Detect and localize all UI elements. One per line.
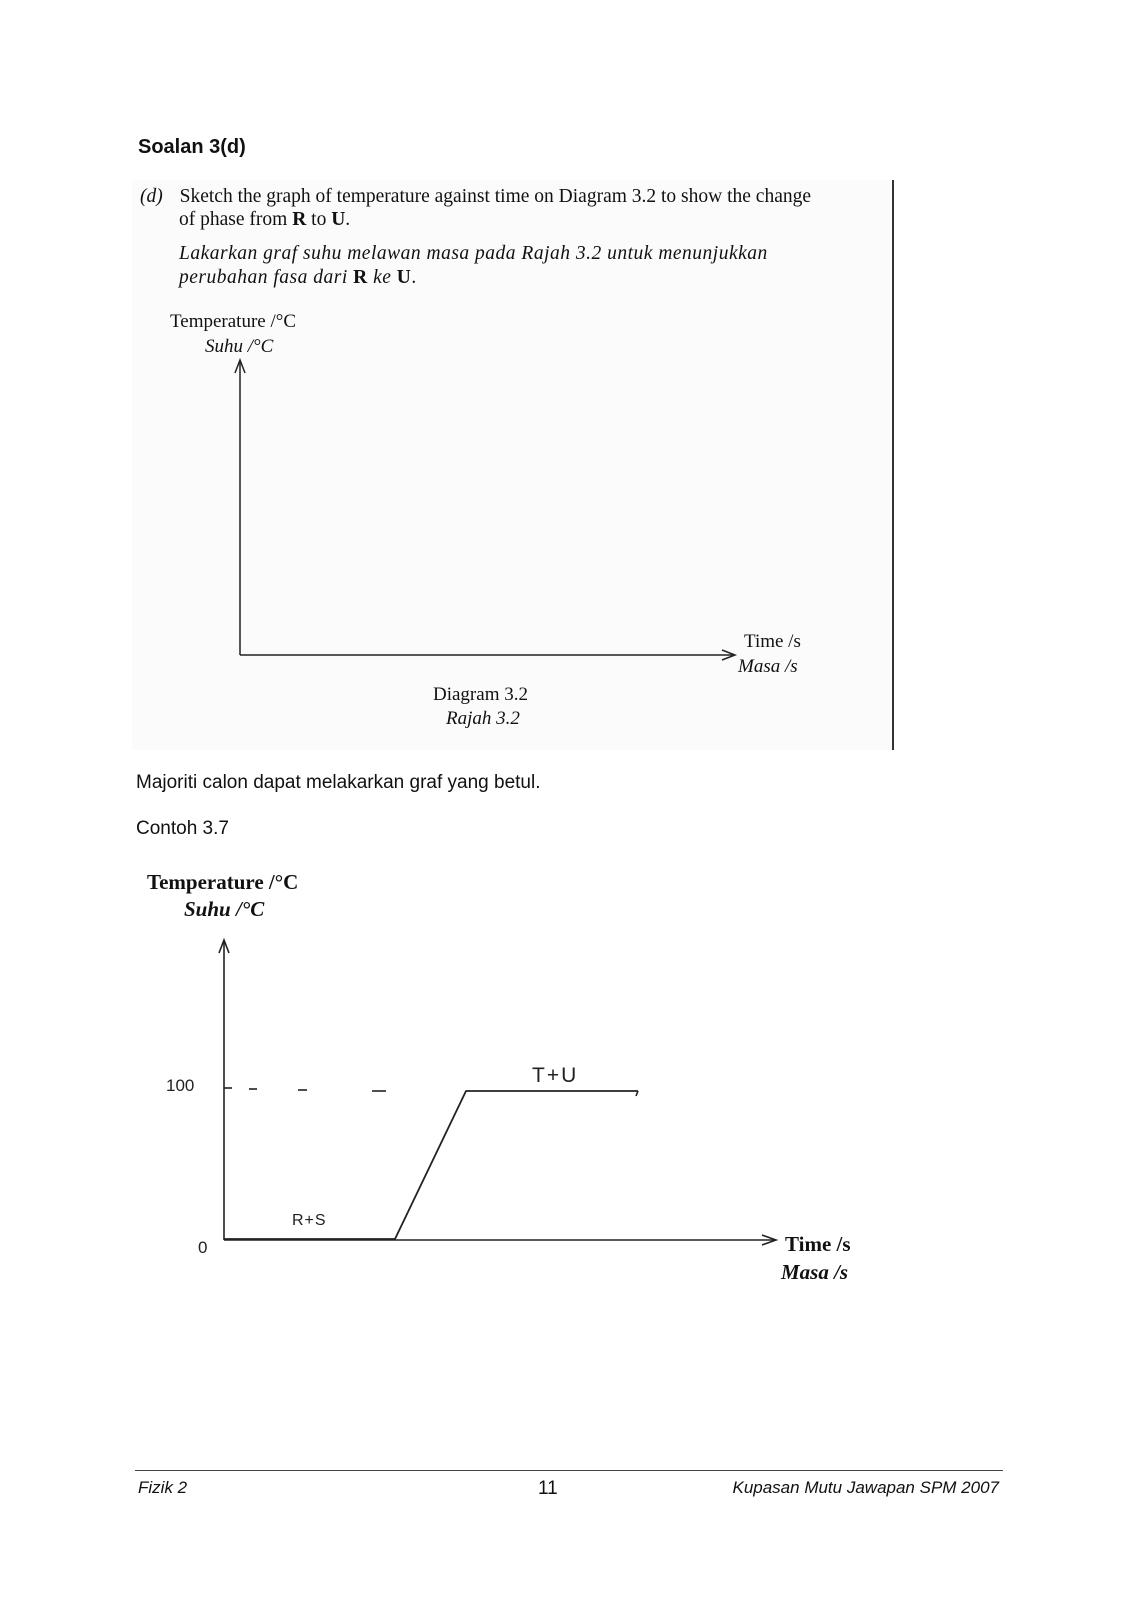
diagram-caption-ms: Rajah 3.2 (446, 708, 520, 729)
sketch-temperature-line (224, 1091, 638, 1239)
handwritten-label-R-S: R+S (292, 1212, 327, 1229)
question-en-text-1: Sketch the graph of temperature against time on Diagram 3.2 to show the change (179, 186, 812, 207)
handwritten-tick-100: 100 (166, 1076, 195, 1095)
example-x-label-ms: Masa /s (781, 1260, 849, 1284)
question-line-ms-2: perubahan fasa dari R ke U. (179, 267, 417, 288)
handwritten-label-T-U: T+U (532, 1064, 579, 1087)
footer-publication: Kupasan Mutu Jawapan SPM 2007 (732, 1478, 999, 1497)
question-part-label: (d) (140, 186, 163, 207)
phase-U-bold: U (331, 209, 346, 230)
example-label: Contoh 3.7 (136, 818, 229, 839)
example-y-label-ms: Suhu /°C (184, 897, 265, 921)
footer-rule (135, 1470, 1003, 1471)
handwritten-tick-0: 0 (198, 1238, 208, 1257)
footer-subject: Fizik 2 (138, 1478, 188, 1497)
section-heading: Soalan 3(d) (138, 136, 246, 158)
diagram-y-label-ms: Suhu /°C (205, 336, 274, 357)
example-x-label-en: Time /s (785, 1232, 851, 1256)
page-number: 11 (538, 1478, 558, 1499)
examiner-comment: Majoriti calon dapat melakarkan graf yang betul. (136, 772, 541, 793)
diagram-caption-en: Diagram 3.2 (433, 684, 528, 705)
question-line-ms-1: Lakarkan graf suhu melawan masa pada Rajah 3.2 untuk menunjukkan (179, 243, 768, 264)
diagram-x-label-en: Time /s (744, 631, 801, 652)
diagram-y-label-en: Temperature /°C (170, 311, 297, 332)
question-line-en-2: of phase from R to U. (179, 209, 351, 230)
diagram-x-label-ms: Masa /s (738, 656, 798, 677)
example-y-label-en: Temperature /°C (147, 870, 299, 894)
phase-R-bold: R (292, 209, 307, 230)
